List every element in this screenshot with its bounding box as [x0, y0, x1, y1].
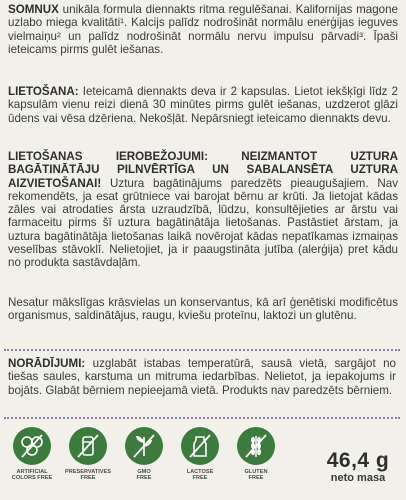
notice-box [4, 349, 400, 419]
lactose-free-icon [181, 427, 219, 465]
usage-heading: LIETOŠANA: [8, 85, 79, 98]
icon-item: ARTIFICIAL COLORS FREE [4, 427, 60, 482]
restrictions-warning: NEIZMANTOT UZTURA BAGĀTINĀTĀJU PILNVĒRTĪGA UN SABALANSĒTA UZTURA AIZVIETOŠANAI! [8, 150, 398, 190]
restrictions-paragraph [8, 150, 398, 270]
icon-item: GMO FREE [116, 427, 172, 482]
net-weight [318, 450, 398, 484]
usage-text: Ieteicamā diennakts deva ir 2 kapsulas. Lietot iekšķīgi līdz 2 kapsulām vienu reizi dienā 30 minūtes pirms gulēt iešanas, uzdzerot glāzi ūdens vai vēsa dzēriena. Nekošļāt. Nepārsniegt ieteicamo diennakts devu. [8, 85, 398, 125]
intro-text: unikāla formula diennakts ritma regulēšanai. Kalifornijas magone uzlabo miega kvalitāti¹. Kalcijs palīdz nodrošināt normālu enerģijas ieguves vielmaiņu² un palīdz nodrošināt normālu nervu impulsu pārvadi³. Īpaši ieteicams pirms gulēt iešanas. [8, 3, 398, 56]
restrictions-text: Uztura bagātinājums paredzēts pieaugušajiem. Nav rekomendēts, ja esat grūtniece vai barojat bērnu ar krūti. Ja lietojat kādas zāles vai atrodaties ārsta uzraudzībā, lūdzu, konsultējieties ar ārstu vai farmaceitu pirms šī uztura bagātinātāja lietošanas. Pastāstiet ārstam, ja uztura bagātinātāja lietošanas laikā novērojat kādas nepatīkamas izmaiņas veselības stāvoklī. Nelietojiet, ja ir paaugstināta jutība (alerģija) pret kādu no produkta sastāvdaļām. [8, 176, 398, 270]
intro-paragraph [8, 3, 398, 56]
usage-paragraph [8, 85, 398, 125]
free-from-icons [4, 427, 284, 497]
free-from-text: Nesatur mākslīgas krāsvielas un konservantus, kā arī ģenētiski modificētus organismus, saldinātājus, raugu, kviešu proteīnu, laktozi un glutēnu. [8, 296, 398, 323]
preservatives-free-icon [69, 427, 107, 465]
net-weight-value: 46,4 g [326, 449, 390, 472]
restrictions-heading: LIETOŠANAS IEROBEŽOJUMI: [8, 150, 208, 163]
gmo-free-icon [125, 427, 163, 465]
artificial-colors-free-icon [13, 427, 51, 465]
icon-item: GLUTEN FREE [228, 427, 284, 482]
notice-heading: NORĀDĪJUMI: [8, 357, 86, 370]
brand-name: SOMNUX [8, 3, 59, 16]
free-from-paragraph [8, 296, 398, 323]
icon-item: PRESERVATIVES FREE [60, 427, 116, 482]
icon-item: LACTOSE FREE [172, 427, 228, 482]
net-weight-label: neto masa [330, 472, 386, 484]
notice-text: uzglabāt istabas temperatūrā, sausā vietā, sargājot no tiešas saules, karstuma un mitruma iedarbības. Nelietot, ja iepakojums ir bojāts. Glabāt bērniem nepieejamā vietā. Produkts nav paredzēts bērniem. [8, 357, 396, 397]
gluten-free-icon [237, 427, 275, 465]
